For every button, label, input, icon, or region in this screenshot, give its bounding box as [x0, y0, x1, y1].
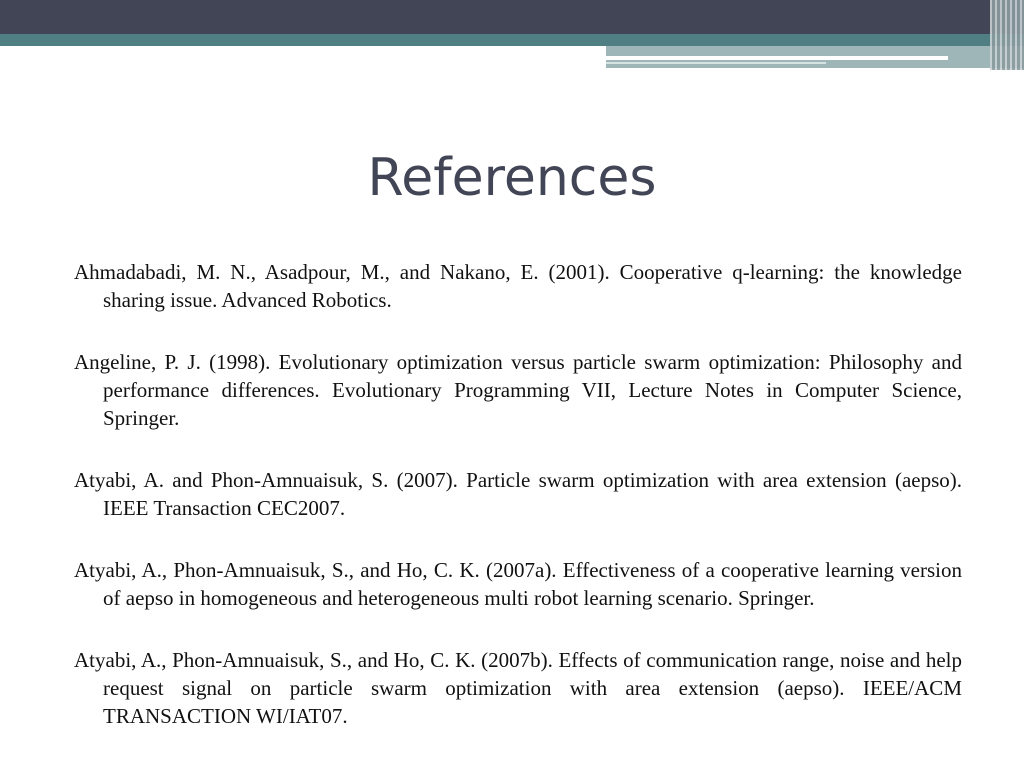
reference-item: Atyabi, A., Phon-Amnuaisuk, S., and Ho, C. K. (2007a). Effectiveness of a cooperative learning version of aepso in homogeneous and heterogeneous multi robot learning scenario. Springer. [74, 558, 962, 610]
banner-teal-band [0, 34, 1024, 46]
reference-item: Angeline, P. J. (1998). Evolutionary optimization versus particle swarm optimization: Philosophy and performance differences. Evolutionary Programming VII, Lecture Notes in Computer Science, Springer. [74, 350, 962, 430]
reference-item: Ahmadabadi, M. N., Asadpour, M., and Nakano, E. (2001). Cooperative q-learning: the knowledge sharing issue. Advanced Robotics. [74, 260, 962, 312]
banner-accent-line-thin [606, 62, 826, 64]
references-list [74, 258, 962, 764]
banner-accent-line [606, 56, 948, 60]
reference-item: Atyabi, A. and Phon-Amnuaisuk, S. (2007). Particle swarm optimization with area extension (aepso). IEEE Transaction CEC2007. [74, 468, 962, 520]
banner-stripes [990, 0, 1024, 70]
slide-title: References [367, 148, 657, 208]
reference-item: Atyabi, A., Phon-Amnuaisuk, S., and Ho, C. K. (2007b). Effects of communication range, noise and help request signal on particle swarm optimization with area extension (aepso). IEEE/ACM TRANSACTION WI/IAT07. [74, 648, 962, 728]
top-banner [0, 0, 1024, 70]
banner-dark-band [0, 0, 1024, 34]
